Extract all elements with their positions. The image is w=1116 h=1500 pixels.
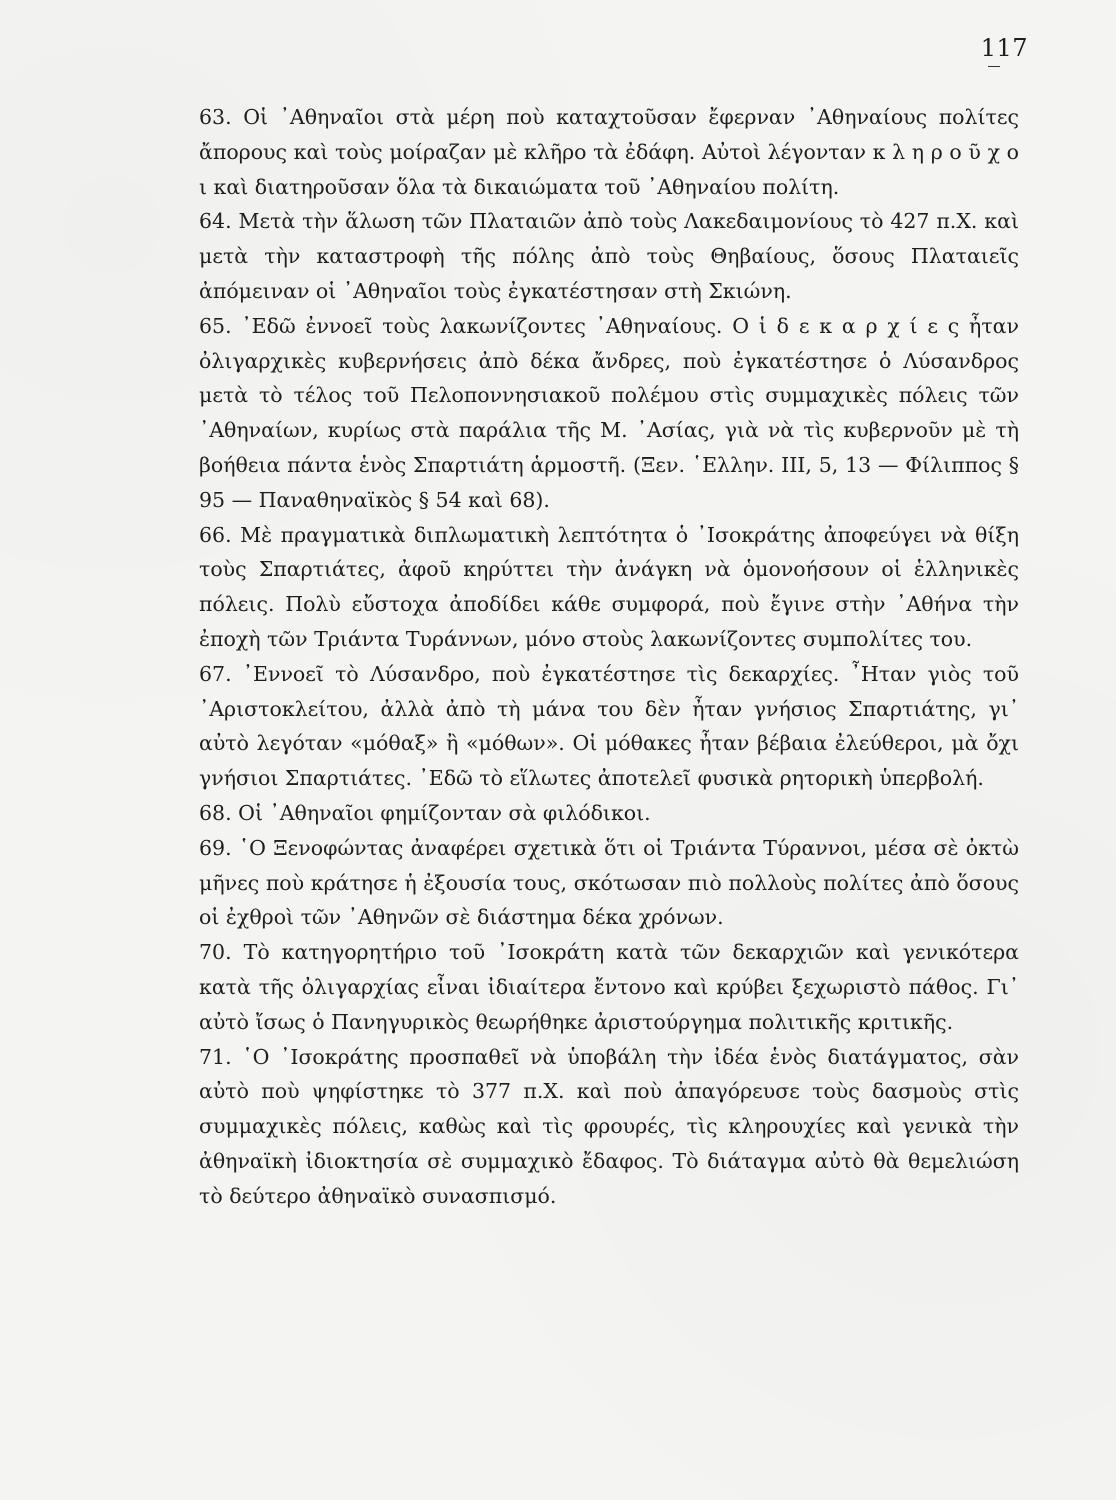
note-number: 71. bbox=[199, 1044, 232, 1069]
note-text: Οἱ ᾿Αθηναῖοι στὰ μέρη ποὺ καταχτοῦσαν ἔφερναν ᾿Αθηναίους πολίτες ἄπορους καὶ τοὺς μοίραζαν μὲ κλῆρο τὰ ἐδάφη. Αὐτοὶ λέγονταν κ λ η ρ ο ῦ χ ο ι καὶ διατηροῦσαν ὅλα τὰ δικαιώματα τοῦ ᾿Αθηναίου πολίτη. bbox=[199, 105, 1019, 199]
note-69 bbox=[151, 831, 1019, 935]
note-number: 70. bbox=[199, 940, 232, 965]
note-66 bbox=[151, 518, 1019, 657]
page-number: 117 bbox=[980, 34, 1028, 62]
note-64 bbox=[151, 204, 1019, 308]
note-text: Μετὰ τὴν ἅλωση τῶν Πλαταιῶν ἀπὸ τοὺς Λακεδαιμονίους τὸ 427 π.Χ. καὶ μετὰ τὴν καταστροφὴ τῆς πόλης ἀπὸ τοὺς Θηβαίους, ὅσους Πλαταιεῖς ἀπόμειναν οἱ ᾿Αθηναῖοι τοὺς ἐγκατέστησαν στὴ Σκιώνη. bbox=[199, 209, 1019, 303]
note-number: 66. bbox=[199, 522, 232, 547]
note-number: 68. bbox=[199, 800, 232, 825]
note-number: 69. bbox=[199, 835, 232, 860]
note-71 bbox=[151, 1040, 1019, 1214]
note-number: 67. bbox=[199, 661, 232, 686]
note-70 bbox=[151, 935, 1019, 1039]
note-text: ῾Ο ᾿Ισοκράτης προσπαθεῖ νὰ ὑποβάλη τὴν ἰδέα ἑνὸς διατάγματος, σὰν αὐτὸ ποὺ ψηφίστηκε τὸ 377 π.Χ. καὶ ποὺ ἀπαγόρευσε τοὺς δασμοὺς στὶς συμμαχικὲς πόλεις, καθὼς καὶ τὶς φρουρές, τὶς κληρουχίες καὶ γενικὰ τὴν ἀθηναϊκὴ ἰδιοκτησία σὲ συμμαχικὸ ἔδαφος. Τὸ διάταγμα αὐτὸ θὰ θεμελιώση τὸ δεύτερο ἀθηναϊκὸ συνασπισμό. bbox=[199, 1044, 1019, 1208]
note-text: ᾿Εδῶ ἐννοεῖ τοὺς λακωνίζοντες ᾿Αθηναίους. Ο ἱ δ ε κ α ρ χ ί ε ς ἦταν ὀλιγαρχικὲς κυβερνήσεις ἀπὸ δέκα ἄνδρες, ποὺ ἐγκατέστησε ὁ Λύσανδρος μετὰ τὸ τέλος τοῦ Πελοποννησιακοῦ πολέμου στὶς συμμαχικὲς πόλεις τῶν ᾿Αθηναίων, κυρίως στὰ παράλια τῆς Μ. ᾿Ασίας, γιὰ νὰ τὶς κυβερνοῦν μὲ τὴ βοήθεια πάντα ἑνὸς Σπαρτιάτη ἁρμοστῆ. (Ξεν. ῾Ελλην. III, 5, 13 — Φίλιππος § 95 — Παναθηναϊκὸς § 54 καὶ 68). bbox=[199, 313, 1019, 512]
note-number: 63. bbox=[199, 105, 232, 129]
note-text: Οἱ ᾿Αθηναῖοι φημίζονταν σὰ φιλόδικοι. bbox=[238, 800, 651, 825]
header-dash bbox=[988, 66, 1000, 67]
note-text: ᾿Εννοεῖ τὸ Λύσανδρο, ποὺ ἐγκατέστησε τὶς δεκαρχίες. ῏Ηταν γιὸς τοῦ ᾿Αριστοκλείτου, ἀλλὰ ἀπὸ τὴ μάνα του δὲν ἦταν γνήσιος Σπαρτιάτης, γι᾿ αὐτὸ λεγόταν «μόθαξ» ἢ «μόθων». Οἱ μόθακες ἦταν βέβαια ἐλεύθεροι, μὰ ὄχι γνήσιοι Σπαρτιάτες. ᾿Εδῶ τὸ εἵλωτες ἀποτελεῖ φυσικὰ ρητορικὴ ὑπερβολή. bbox=[199, 661, 1019, 791]
note-number: 65. bbox=[199, 313, 232, 338]
note-67 bbox=[151, 657, 1019, 796]
note-number: 64. bbox=[199, 209, 232, 234]
note-65 bbox=[151, 309, 1019, 518]
note-text: Τὸ κατηγορητήριο τοῦ ᾿Ισοκράτη κατὰ τῶν δεκαρχιῶν καὶ γενικότερα κατὰ τῆς ὀλιγαρχίας εἶναι ἰδιαίτερα ἔντονο καὶ κρύβει ξεχωριστὸ πάθος. Γι᾿ αὐτὸ ἴσως ὁ Πανηγυρικὸς θεωρήθηκε ἀριστούργημα πολιτικῆς κριτικῆς. bbox=[199, 940, 1019, 1034]
notes-column bbox=[151, 100, 1019, 1214]
note-63 bbox=[151, 100, 1019, 204]
note-text: ῾Ο Ξενοφώντας ἀναφέρει σχετικὰ ὅτι οἱ Τριάντα Τύραννοι, μέσα σὲ ὀκτὼ μῆνες ποὺ κράτησε ἡ ἐξουσία τους, σκότωσαν πιὸ πολλοὺς πολίτες ἀπὸ ὅσους οἱ ἐχθροὶ τῶν ᾿Αθηνῶν σὲ διάστημα δέκα χρόνων. bbox=[199, 835, 1019, 930]
note-text: Μὲ πραγματικὰ διπλωματικὴ λεπτότητα ὁ ᾿Ισοκράτης ἀποφεύγει νὰ θίξη τοὺς Σπαρτιάτες, ἀφοῦ κηρύττει τὴν ἀνάγκη νὰ ὁμονοήσουν οἱ ἑλληνικὲς πόλεις. Πολὺ εὔστοχα ἀποδίδει κάθε συμφορά, ποὺ ἔγινε στὴν ᾿Αθήνα τὴν ἐποχὴ τῶν Τριάντα Τυράννων, μόνο στοὺς λακωνίζοντες συμπολίτες του. bbox=[199, 522, 1019, 651]
note-68 bbox=[151, 796, 1019, 831]
